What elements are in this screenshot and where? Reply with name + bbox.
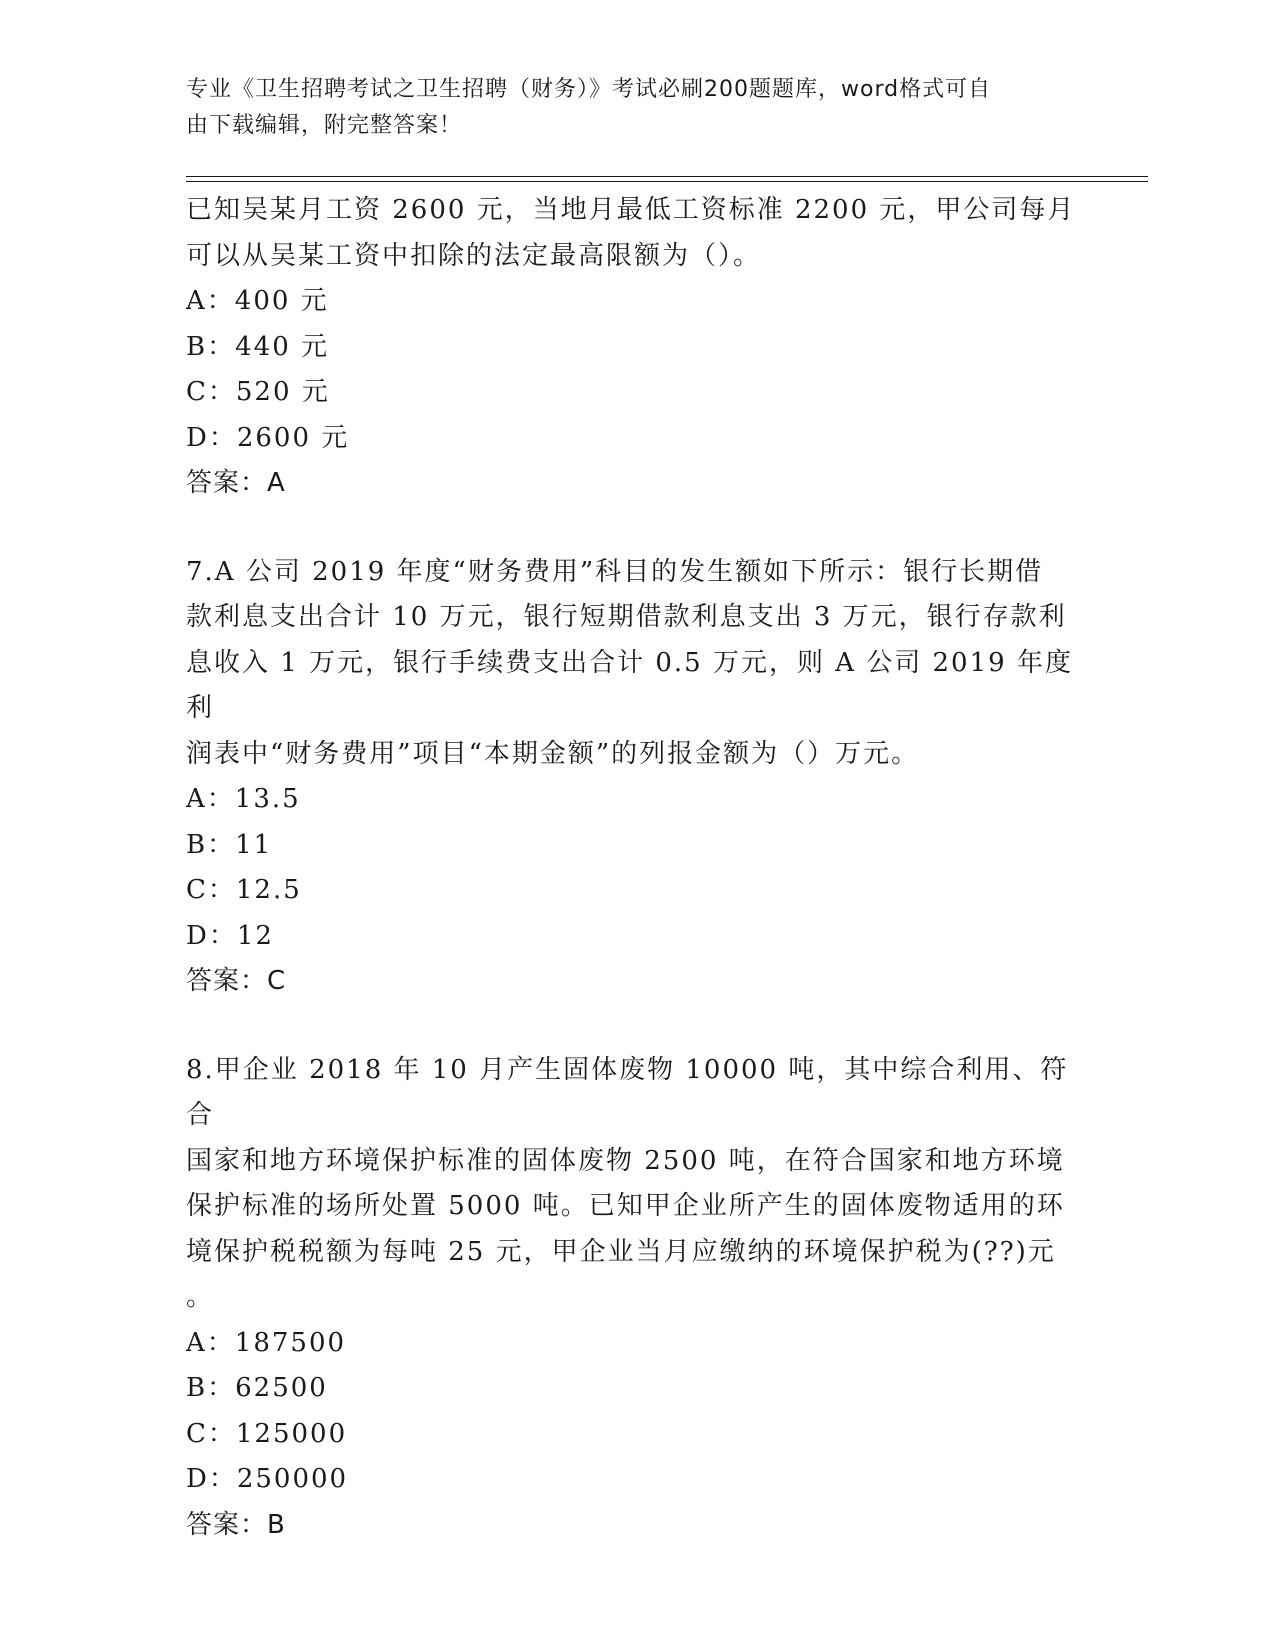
question-text-line: 可以从吴某工资中扣除的法定最高限额为（）。	[186, 240, 762, 271]
option-a: A：13.5	[186, 784, 301, 814]
option-d: D：250000	[186, 1464, 349, 1494]
question-text-line: 保护标准的场所处置 5000 吨。已知甲企业所产生的固体废物适用的环	[186, 1191, 1065, 1221]
option-a: A：400 元	[186, 286, 329, 316]
question-text-line: 8.甲企业 2018 年 10 月产生固体废物 10000 吨，其中综合利用、符合	[186, 1054, 1069, 1130]
header-title-line-1: 专业《卫生招聘考试之卫生招聘（财务）》考试必刷200题题库，word格式可自	[186, 77, 992, 102]
option-a: A：187500	[186, 1327, 347, 1358]
option-d: D：2600 元	[186, 422, 350, 453]
option-c: C：125000	[186, 1418, 348, 1449]
question-list	[186, 188, 1076, 1548]
option-b: B：440 元	[186, 331, 329, 362]
option-b: B：62500	[186, 1373, 328, 1403]
question-text-line: 境保护税税额为每吨 25 元，甲企业当月应缴纳的环境保护税为(??)元	[186, 1236, 1056, 1267]
answer-label: 答案：C	[186, 966, 287, 996]
option-c: C：520 元	[186, 377, 330, 407]
question-text-line: 7.A 公司 2019 年度“财务费用”科目的发生额如下所示：银行长期借	[186, 556, 1044, 587]
option-d: D：12	[186, 920, 274, 951]
question-block	[186, 1048, 1076, 1549]
header-rule-top	[186, 176, 1148, 177]
answer-label: 答案：B	[186, 1509, 286, 1540]
question-block	[186, 188, 1076, 507]
question-text-line: 已知吴某月工资 2600 元，当地月最低工资标准 2200 元，甲公司每月	[186, 195, 1076, 225]
question-text-line: 润表中“财务费用”项目“本期金额”的列报金额为（）万元。	[186, 738, 920, 769]
option-b: B：11	[186, 829, 273, 860]
option-c: C：12.5	[186, 875, 302, 905]
document-header	[186, 72, 1066, 144]
spacer	[186, 1005, 1076, 1048]
header-rule-bottom	[186, 181, 1148, 182]
question-text-line: 款利息支出合计 10 万元，银行短期借款利息支出 3 万元，银行存款利	[186, 602, 1067, 632]
header-title-line-2: 由下载编辑，附完整答案！	[186, 113, 463, 138]
question-text-line: 息收入 1 万元，银行手续费支出合计 0.5 万元，则 A 公司 2019 年度利	[186, 647, 1073, 723]
question-text-line: 国家和地方环境保护标准的固体废物 2500 吨，在符合国家和地方环境	[186, 1145, 1065, 1176]
spacer	[186, 507, 1076, 550]
question-text-line: 。	[186, 1282, 215, 1312]
question-block	[186, 550, 1076, 1005]
answer-label: 答案：A	[186, 468, 286, 498]
